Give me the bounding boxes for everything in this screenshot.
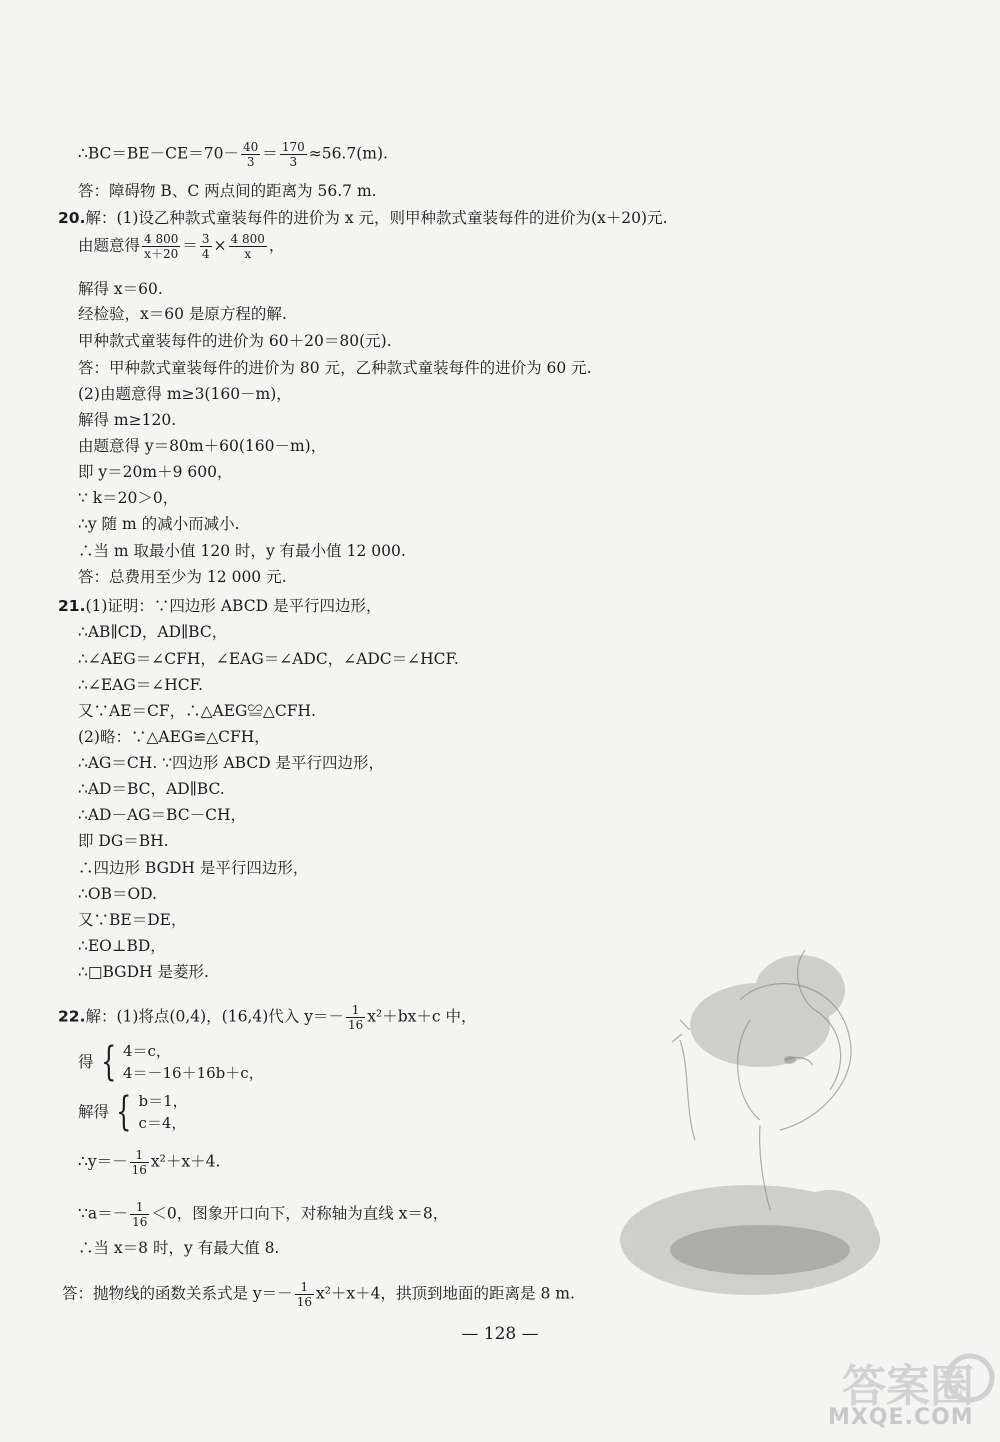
line-bc-calc: ∴BC＝BE－CE＝70－ $\frac{40}{3}$ ＝ $\frac{170}{3}$ ≈56.7(m). bbox=[78, 140, 388, 169]
line-q21-congruent: 又∵AE＝CF，∴△AEG≌△CFH. bbox=[78, 702, 316, 720]
line-q21-intro: 21.(1)证明：∵四边形 ABCD 是平行四边形， bbox=[58, 597, 382, 615]
line-q22-intro: 22.解：(1)将点(0,4)，(16,4)代入 y＝－ $\frac{1}{16}$ x²＋bx＋c 中， bbox=[58, 1003, 477, 1032]
question-number-20: 20. bbox=[58, 209, 86, 227]
question-number-21: 21. bbox=[58, 597, 86, 615]
line-q20-part2: (2)由题意得 m≥3(160－m)， bbox=[78, 385, 292, 403]
line-q20-intro: 20.解：(1)设乙种款式童装每件的进价为 x 元，则甲种款式童装每件的进价为(x＋20)元. bbox=[58, 209, 668, 227]
line-q20-y-expr: 由题意得 y＝80m＋60(160－m)， bbox=[78, 437, 327, 455]
line-q21-rhombus: ∴□BGDH 是菱形. bbox=[78, 963, 209, 981]
line-q20-solve2: 解得 m≥120. bbox=[78, 411, 177, 429]
line-q22-system1: 得 { 4＝c， 4＝－16＋16b＋c， bbox=[78, 1039, 264, 1085]
line-q20-check: 经检验，x＝60 是原方程的解. bbox=[78, 305, 287, 323]
line-q20-price-a: 甲种款式童装每件的进价为 60＋20＝80(元). bbox=[78, 332, 392, 350]
line-q21-ad-bc: ∴AD＝BC，AD∥BC. bbox=[78, 780, 225, 798]
line-q20-min: ∴当 m 取最小值 120 时，y 有最小值 12 000. bbox=[78, 542, 406, 560]
page-number: — 128 — bbox=[461, 1324, 539, 1344]
line-q21-dg-bh: 即 DG＝BH. bbox=[78, 832, 169, 850]
line-q21-parallel: ∴AB∥CD，AD∥BC， bbox=[78, 623, 228, 641]
line-q20-y-simplified: 即 y＝20m＋9 600， bbox=[78, 463, 233, 481]
line-q22-answer: 答：抛物线的函数关系式是 y＝－ $\frac{1}{16}$ x²＋x＋4，拱顶到地面的距离是 8 m. bbox=[62, 1280, 575, 1309]
line-q22-function: ∴y＝－ $\frac{1}{16}$ x²＋x＋4. bbox=[78, 1148, 221, 1177]
line-q20-answer2: 答：总费用至少为 12 000 元. bbox=[78, 568, 287, 586]
line-q20-solve: 解得 x＝60. bbox=[78, 280, 163, 298]
line-q21-ag-ch: ∴AG＝CH. ∵四边形 ABCD 是平行四边形， bbox=[78, 754, 385, 772]
line-q20-answer1: 答：甲种款式童装每件的进价为 80 元，乙种款式童装每件的进价为 60 元. bbox=[78, 359, 592, 377]
sketch-illustration bbox=[600, 930, 890, 1310]
line-q20-k: ∵ k＝20＞0， bbox=[78, 489, 179, 507]
line-q20-equation: 由题意得 $\frac{4 800}{x+20}$ ＝ $\frac{3}{4}$ × $\frac{4 800}{x}$ ， bbox=[78, 232, 285, 261]
line-q21-subtract: ∴AD－AG＝BC－CH， bbox=[78, 806, 246, 824]
line-q20-monotonic: ∴y 随 m 的减小而减小. bbox=[78, 515, 240, 533]
question-number-22: 22. bbox=[58, 1007, 86, 1026]
line-q21-be-de: 又∵BE＝DE， bbox=[78, 911, 187, 929]
line-q21-perp: ∴EO⊥BD， bbox=[78, 937, 166, 955]
line-q21-part2: (2)略：∵△AEG≌△CFH， bbox=[78, 728, 270, 746]
line-q22-max: ∴当 x＝8 时，y 有最大值 8. bbox=[78, 1239, 280, 1257]
line-q21-angles: ∴∠AEG＝∠CFH，∠EAG＝∠ADC，∠ADC＝∠HCF. bbox=[78, 650, 459, 668]
line-q21-ob-od: ∴OB＝OD. bbox=[78, 885, 157, 903]
line-answer-19: 答：障碍物 B、C 两点间的距离为 56.7 m. bbox=[78, 182, 377, 200]
line-q21-parallelogram: ∴四边形 BGDH 是平行四边形， bbox=[78, 859, 309, 877]
watermark-cn: 答案圈 bbox=[842, 1361, 974, 1412]
line-q22-system2: 解得 { b＝1， c＝4， bbox=[78, 1089, 188, 1135]
line-q22-opening: ∵a＝－ $\frac{1}{16}$ ＜0，图象开口向下，对称轴为直线 x＝8， bbox=[78, 1200, 449, 1229]
line-q21-angle-eq: ∴∠EAG＝∠HCF. bbox=[78, 676, 203, 694]
watermark-url: MXQE.COM bbox=[828, 1405, 974, 1430]
